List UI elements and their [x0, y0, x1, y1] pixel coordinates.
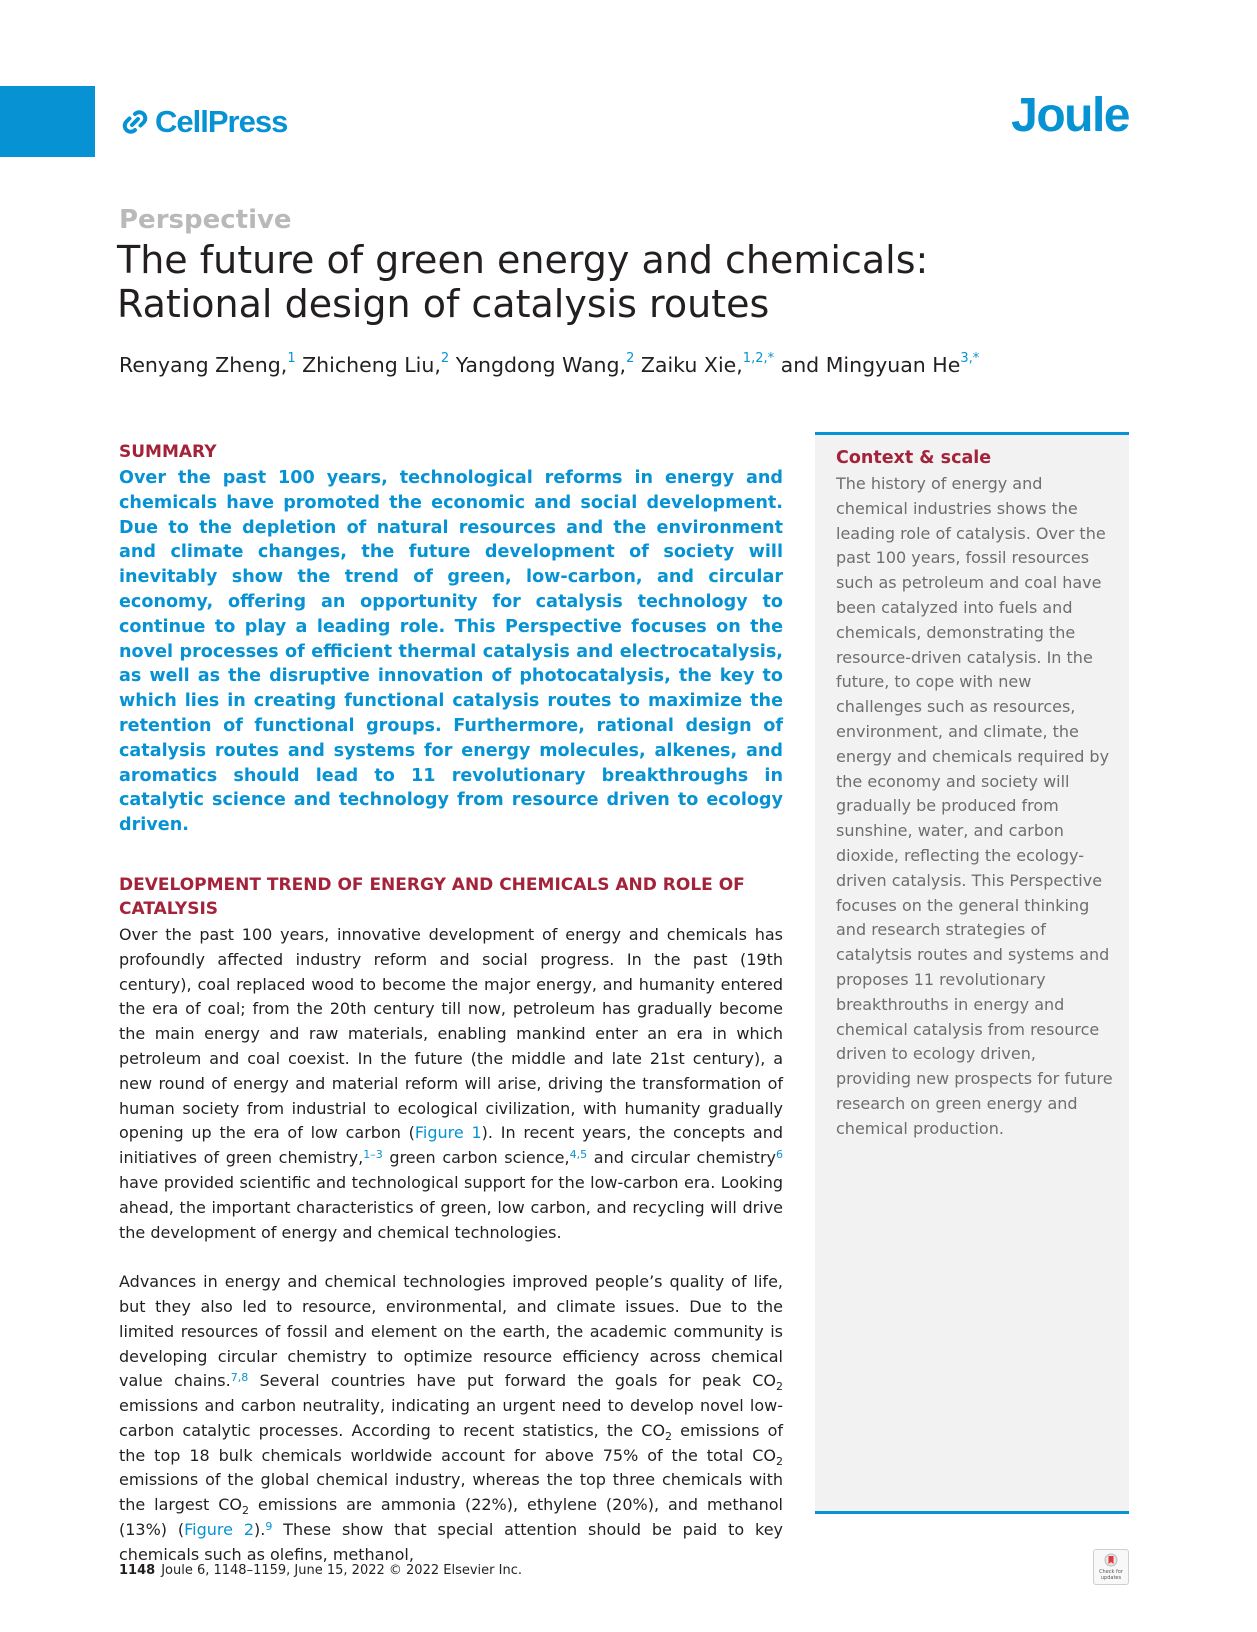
text-run: These show that special attention should be paid to key chemicals such as olefins, methanol, [119, 1520, 784, 1564]
context-scale-box [815, 432, 1129, 1514]
reference-link[interactable]: 9 [265, 1520, 273, 1534]
author-name: and Mingyuan He [774, 353, 961, 377]
page-number: 1148 [119, 1563, 156, 1578]
text-run: green carbon science, [382, 1148, 570, 1168]
journal-logo[interactable]: Joule [1011, 89, 1129, 142]
reference-link[interactable]: 1–3 [363, 1148, 383, 1162]
citation: Joule 6, 1148–1159, June 15, 2022 © 2022 Elsevier Inc. [161, 1563, 522, 1578]
figure-2-link[interactable]: Figure 2 [184, 1520, 255, 1540]
text-run: emissions and carbon neutrality, indicating an urgent need to develop novel low-carbon catalytic processes. According to recent statistics, the CO [119, 1396, 783, 1440]
author-name: Renyang Zheng, [119, 353, 288, 377]
context-title: Context & scale [836, 448, 992, 468]
text-run: emissions are ammonia (22%), ethylene (20%), and methanol (13%) ( [119, 1495, 783, 1540]
article-title [117, 238, 1017, 326]
author-affiliation[interactable]: 2 [626, 351, 635, 367]
section-heading: DEVELOPMENT TREND OF ENERGY AND CHEMICALS AND ROLE OF CATALYSIS [119, 874, 745, 919]
cellpress-logo[interactable] [119, 104, 287, 140]
text-run: emissions of the top 18 bulk chemicals worldwide account for above 75% of the total CO [119, 1420, 783, 1465]
subscript: 2 [665, 1430, 673, 1444]
title-line-2: Rational design of catalysis routes [117, 282, 770, 326]
author-affiliation[interactable]: 1,2,* [742, 351, 775, 367]
text-run: and circular chemistry [587, 1148, 777, 1168]
page-footer [119, 1563, 522, 1578]
subscript: 2 [776, 1380, 784, 1394]
author-affiliation[interactable]: 2 [440, 351, 450, 367]
text-run: ). [254, 1520, 266, 1540]
reference-link[interactable]: 6 [776, 1148, 784, 1162]
body-paragraph-1 [119, 923, 783, 1245]
check-updates-label: Check for updates [1099, 1569, 1123, 1581]
context-text: The history of energy and chemical industries shows the leading role of catalysis. Over the past 100 years, fossil resources such as petroleum and coal have been catalyzed into fuels and chemicals, demonstrating the resource-driven catalysis. In the future, to cope with new challenges such as resources, environment, and climate, the energy and chemicals required by the economy and society will gradually be produced from sunshine, water, and carbon dioxide, reflecting the ecology-driven catalysis. This Perspective focuses on the general thinking and research strategies of catalytsis routes and systems and proposes 11 revolutionary breakthrouths in energy and chemical catalysis from resource driven to ecology driven, providing new prospects for future research on green energy and chemical production. [836, 474, 1113, 1138]
cellpress-link-icon [119, 106, 151, 138]
main-column [119, 440, 783, 1568]
author-name: Zaiku Xie, [634, 353, 743, 377]
author-list [119, 353, 979, 377]
subscript: 2 [242, 1504, 250, 1518]
figure-1-link[interactable]: Figure 1 [414, 1123, 482, 1143]
author-affiliation[interactable]: 1 [287, 351, 296, 367]
subscript: 2 [776, 1454, 783, 1468]
bookmark-icon [1104, 1553, 1118, 1567]
summary-heading: SUMMARY [119, 442, 217, 462]
check-for-updates-button[interactable] [1093, 1549, 1129, 1585]
reference-link[interactable]: 7,8 [230, 1371, 249, 1385]
text-run: have provided scientific and technological support for the low-carbon era. Looking ahead, the important characteristics of green, low carbon, and recycling will drive the development of energy and chemical technologies. [119, 1172, 783, 1242]
body-paragraph-2 [119, 1270, 783, 1568]
text-run: Several countries have put forward the goals for peak CO [248, 1371, 777, 1391]
summary-text: Over the past 100 years, technological reforms in energy and chemicals have promoted the economic and social development. Due to the depletion of natural resources and the environment and climate changes, the future development of society will inevitably show the trend of green, low-carbon, and circular economy, offering an opportunity for catalysis technology to continue to play a leading role. This Perspective focuses on the novel processes of efficient thermal catalysis and electrocatalysis, as well as the disruptive innovation of photocatalysis, the key to which lies in creating functional catalysis routes to maximize the retention of functional groups. Furthermore, rational design of catalysis routes and systems for energy molecules, alkenes, and aromatics should lead to 11 revolutionary breakthroughs in catalytic science and technology from resource driven to ecology driven. [119, 468, 783, 836]
reference-link[interactable]: 4,5 [569, 1148, 588, 1162]
author-name: Yangdong Wang, [449, 353, 627, 377]
publisher-name: CellPress [155, 104, 288, 139]
text-run: ). In recent years, the concepts and initiatives of green chemistry, [119, 1123, 784, 1168]
title-line-1: The future of green energy and chemicals: [117, 238, 929, 282]
text-run: Advances in energy and chemical technologies improved people’s quality of life, but they also led to resource, environmental, and climate issues. Due to the limited resources of fossil and element on the earth, the academic community is developing circular chemistry to optimize resource efficiency across chemical value chains. [119, 1272, 783, 1391]
brand-color-tab [0, 86, 95, 157]
text-run: emissions of the global chemical industry, whereas the top three chemicals with the largest CO [119, 1470, 783, 1515]
text-run: Over the past 100 years, innovative development of energy and chemicals has profoundly affected industry reform and social progress. In the past (19th century), coal replaced wood to become the major energy, and humanity entered the era of coal; from the 20th century till now, petroleum has gradually become the main energy and raw materials, enabling mankind enter an era in which petroleum and coal coexist. In the future (the middle and late 21st century), a new round of energy and material reform will arise, driving the transformation of human society from industrial to ecological civilization, with humanity gradually opening up the era of low carbon ( [119, 924, 783, 1143]
author-affiliation[interactable]: 3,* [960, 351, 980, 367]
article-type: Perspective [119, 205, 292, 235]
author-name: Zhicheng Liu, [295, 353, 441, 377]
